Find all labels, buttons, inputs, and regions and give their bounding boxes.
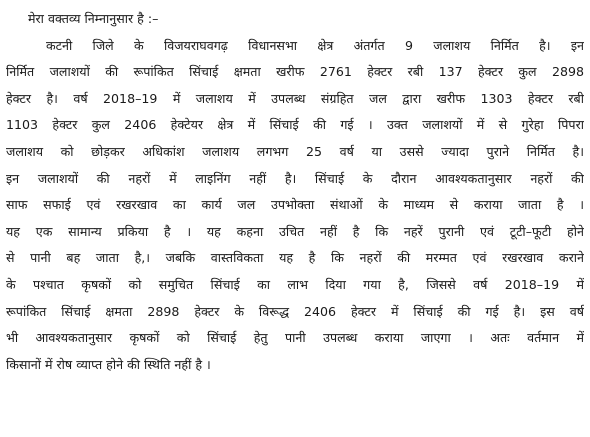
paragraph-line: कटनी जिले के विजयराघवगढ़ विधानसभा क्षेत्र अंतर्गत 9 जलाशय निर्मित है। इन xyxy=(46,37,584,53)
paragraph-line: से पानी बह जाता है,। जबकि वास्तविकता यह है कि नहरों की मरम्मत एवं रखरखाव कराने xyxy=(6,250,584,266)
statement-heading: मेरा वक्तव्य निम्नानुसार है :– xyxy=(28,11,159,26)
paragraph-line: निर्मित जलाशयों की रूपांकित सिंचाई क्षमता खरीफ 2761 हेक्टर रबी 137 हेक्टर कुल 2898 xyxy=(6,64,584,80)
paragraph-line: 1103 हेक्टर कुल 2406 हेक्टेयर क्षेत्र में सिंचाई की गई । उक्त जलाशयों में से गुरेहा पिपरा xyxy=(6,117,584,133)
paragraph-line: यह एक सामान्य प्रकिया है । यह कहना उचित नहीं है कि नहरें पुरानी एवं टूटी–फूटी होने xyxy=(6,223,584,239)
paragraph-last-line: किसानों में रोष व्याप्त होने की स्थिति नहीं है । xyxy=(6,356,211,372)
paragraph-line: साफ सफाई एवं रखरखाव का कार्य जल उपभोक्ता संथाओं के माध्यम से कराया जाता है । xyxy=(6,197,584,213)
paragraph-line: इन जलाशयों की नहरों में लाइनिंग नहीं है। सिंचाई के दौरान आवश्यकतानुसार नहरों की xyxy=(6,170,584,186)
paragraph-line: के पश्चात कृषकों को समुचित सिंचाई का लाभ दिया गया है, जिससे वर्ष 2018–19 में xyxy=(6,276,584,292)
paragraph-line: हेक्टर है। वर्ष 2018–19 में जलाशय में उपलब्ध संग्रहित जल द्वारा खरीफ 1303 हेक्टर रबी xyxy=(6,90,584,106)
paragraph-line: भी आवश्यकतानुसार कृषकों को सिंचाई हेतु पानी उपलब्ध कराया जाएगा । अतः वर्तमान में xyxy=(6,330,584,346)
paragraph-line: रूपांकित सिंचाई क्षमता 2898 हेक्टर के विरूद्ध 2406 हेक्टर में सिंचाई की गई है। इस वर्ष xyxy=(6,303,584,319)
paragraph-line: जलाशय को छोड़कर अधिकांश जलाशय लगभग 25 वर्ष या उससे ज्यादा पुराने निर्मित है। xyxy=(6,143,584,159)
